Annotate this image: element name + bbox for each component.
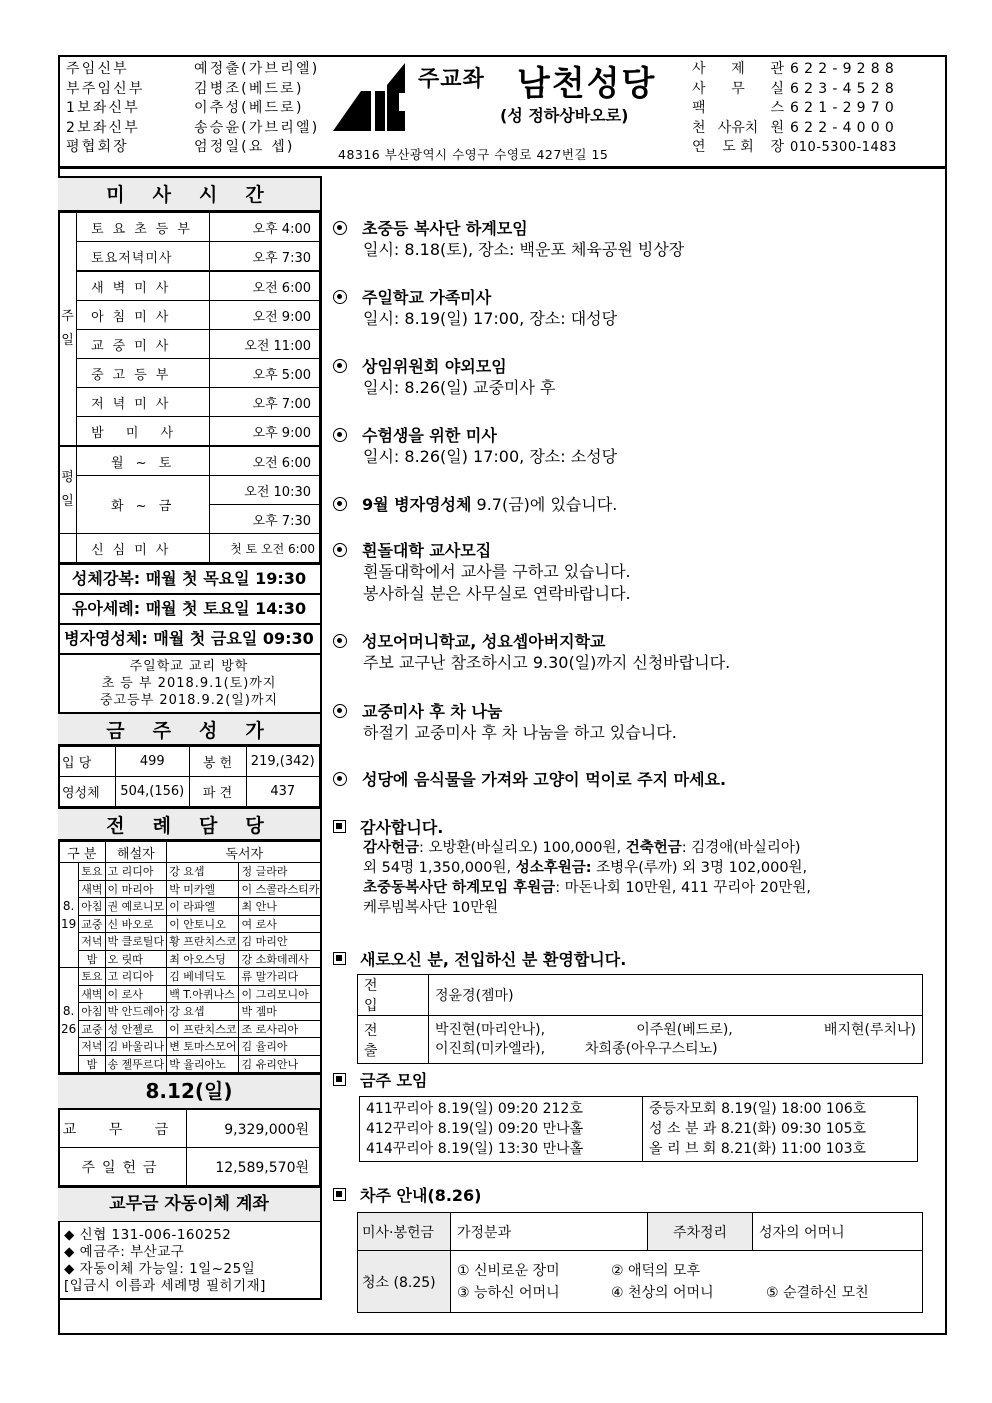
- left-column: [58, 176, 322, 1300]
- contact-row: 연 도 회 장 010-5300-1483: [692, 139, 897, 155]
- square-bullet-icon: [333, 820, 346, 833]
- square-bullet-icon: [333, 1188, 346, 1201]
- infant-baptism-notice: 유아세례: 매월 첫 토요일 14:30: [58, 593, 320, 623]
- announcement-item: 성당에 음식물을 가져와 고양이 먹이로 주지 마세요.: [333, 767, 726, 790]
- next-week-table: 미사·봉헌금 가정분과 주차정리 성자의 어머니 청소 (8.25) ① 신비로운 장미 ② 애덕의 모후 ③ 능하신 어머니 ④ 천상의 어머니 ⑤ 순결하신 모친: [357, 1212, 923, 1313]
- weekday-label: 평일: [59, 446, 77, 534]
- thanks-section: 감사합니다. 감사헌금: 오방환(바실리오) 100,000원, 건축헌금: 김경애(바실리아) 외 54명 1,350,000원, 성소후원금: 조병우(루까) 외 3명 102,000원, 초중동복사단 하계모임 후원금: 마돈나회 10만원, 411 꾸리아 20만원, 케루빔복사단 10만원: [333, 815, 811, 918]
- catechism-vacation: 주일학교 교리 방학 초 등 부 2018.9.1(토)까지 중고등부 2018.9.2(일)까지: [58, 653, 320, 712]
- liturgy-table: 구 분 해설자 독서자 8. 19 토요 고 리디아 강 요셉 정 글라라 새벽 이 마리아 박 미카엘 이 스콜라스티카 아침 권 예로니모 이 라파엘 최 안나 교중 신 바오로 이 안토니오 여 로사 저녁 박 클로틸다 황 프란치스코 김 마리안 밤 오 릿따 최 아오스딩 강 소화데레사 8. 26 토요 고 리디아 김 베네딕도 류 말가리다 새벽 이 로사 백 T.아퀴나스 이 그리모니아 아침 박 안드레아 강 요셉 박 젬마 교중 성 안젤로 이 프란치스코 조 로사리아 저녁 김 바울리나 변 토마스모어 김 율리아 밤 송 젤뚜르다 박 율리아노 김 유리안나: [58, 841, 322, 1073]
- welcome-table: 전 입 정윤경(젬마) 전 출 박진현(마리안나), 이주원(베드로), 배지현(루치나) 이진희(미카엘라), 차희종(아우구스티노): [357, 974, 923, 1064]
- liturgy-heading: 전례담당: [58, 807, 320, 841]
- radio-bullet-icon: [333, 290, 347, 304]
- announcement-item: 교중미사 후 차 나눔 하절기 교중미사 후 차 나눔을 하고 있습니다.: [333, 699, 677, 744]
- radio-bullet-icon: [333, 221, 347, 235]
- radio-bullet-icon: [333, 359, 347, 373]
- hymns-table: 입 당 499 봉 헌 219,(342) 영성체 504,(156) 파 견 437: [58, 746, 320, 807]
- header-divider: [58, 166, 947, 169]
- clergy-row: 주임신부 예정출(가브리엘): [66, 61, 320, 77]
- clergy-row: 평협회장 엄정일(요 셉): [66, 139, 295, 155]
- radio-bullet-icon: [333, 497, 347, 511]
- account-heading: 교무금 자동이체 계좌: [58, 1186, 320, 1222]
- radio-bullet-icon: [333, 704, 347, 718]
- svg-text:ff: ff: [391, 79, 400, 90]
- announcement-item: 성모어머니학교, 성요셉아버지학교 주보 교구난 참조하시고 9.30(일)까지 신청바랍니다.: [333, 629, 730, 674]
- next-week-section: 차주 안내(8.26) 미사·봉헌금 가정분과 주차정리 성자의 어머니 청소 (8.25) ① 신비로운 장미 ② 애덕의 모후 ③ 능하신 어머니 ④ 천상의 어머니 ⑤ 순결하신 모친: [333, 1183, 923, 1313]
- meetings-table: 411꾸리아 8.19(일) 09:20 212호 412꾸리아 8.19(일) 09:20 만나홀 414꾸리아 8.19(일) 13:30 만나홀 중등자모회 8.19(일) 18:00 106호 성 소 분 과 8.21(화) 09:30 105호 올 리 브 회 8.21(화) 11:00 103호: [359, 1096, 918, 1162]
- parish-title: 남천성당: [517, 64, 657, 104]
- mass-times-heading: 미사시간: [58, 178, 320, 212]
- welcome-section: 새로오신 분, 전입하신 분 환영합니다. 전 입 정윤경(젬마) 전 출 박진현(마리안나), 이주원(베드로), 배지현(루치나) 이진희(미카엘라), 차희종(아우구스티노): [333, 947, 923, 1064]
- mass-times-table: 주일 토요초등부 오후 4:00 토요저녁미사 오후 7:30 새벽미사 오전 6:00 아침미사 오전 9:00 교중미사 오전 11:00 중고등부 오후 5:00 저녁미사 오후 7:00 밤 미 사 오후 9:00 평일 월 ~ 토 오전 6:00 화 ~ 금 오전 10:30 오후 7:30 신심미사 첫 토 오전 6:00: [58, 212, 320, 563]
- contact-row: 사 제 관 622-9288: [692, 61, 900, 77]
- sick-communion-notice: 병자영성체: 매월 첫 금요일 09:30: [58, 623, 320, 653]
- hymns-heading: 금주성가: [58, 712, 320, 746]
- contact-row: 팩 스 621-2970: [692, 100, 900, 116]
- square-bullet-icon: [333, 1073, 346, 1086]
- clergy-list: [66, 60, 319, 158]
- announcement-item: 9월 병자영성체 9.7(금)에 있습니다.: [333, 492, 617, 515]
- meetings-section: 금주 모임 411꾸리아 8.19(일) 09:20 212호 412꾸리아 8.19(일) 09:20 만나홀 414꾸리아 8.19(일) 13:30 만나홀 중등자모회 8.19(일) 18:00 106호 성 소 분 과 8.21(화) 09:30 105호 올 리 브 회 8.21(화) 11:00 103호: [333, 1068, 918, 1162]
- clergy-row: 2보좌신부 송승윤(가브리엘): [66, 119, 320, 136]
- announcement-item: 초중등 복사단 하계모임 일시: 8.18(토), 장소: 백운포 체육공원 빙상장: [333, 216, 684, 261]
- announcement-item: 수험생을 위한 미사 일시: 8.26(일) 17:00, 장소: 소성당: [333, 423, 617, 468]
- account-info: ◆ 신협 131-006-160252 ◆ 예금주: 부산교구 ◆ 자동이체 가능일: 1일~25일 [입금시 이름과 세례명 필히기재]: [64, 1227, 266, 1294]
- contact-row: 사 무 실 623-4528: [692, 80, 900, 97]
- square-bullet-icon: [333, 952, 346, 965]
- sunday-label: 주일: [59, 213, 77, 447]
- radio-bullet-icon: [333, 543, 347, 557]
- clergy-row: 1보좌신부 이추성(베드로): [66, 100, 304, 116]
- announcement-item: 흰돌대학 교사모집 흰돌대학에서 교사를 구하고 있습니다. 봉사하실 분은 사무실로 연락바랍니다.: [333, 538, 631, 605]
- announcement-item: 상임위원회 야외모임 일시: 8.26(일) 교중미사 후: [333, 354, 555, 399]
- finance-date: 8.12(일): [58, 1073, 320, 1109]
- radio-bullet-icon: [333, 772, 347, 786]
- radio-bullet-icon: [333, 634, 347, 648]
- parish-address: 48316 부산광역시 수영구 수영로 427번길 15: [338, 147, 609, 162]
- finance-table: 교 무 금 9,329,000원 주일헌금 12,589,570원: [58, 1109, 320, 1186]
- benediction-notice: 성체강복: 매월 첫 목요일 19:30: [58, 563, 320, 593]
- parish-patron: (성 정하상바오로): [500, 106, 629, 125]
- announcement-item: 주일학교 가족미사 일시: 8.19(일) 17:00, 장소: 대성당: [333, 285, 617, 330]
- parish-title-prefix: 주교좌: [418, 67, 485, 92]
- clergy-row: 부주임신부 김병조(베드로): [66, 80, 304, 97]
- church-logo-icon: [333, 63, 413, 133]
- contact-list: [692, 60, 899, 158]
- radio-bullet-icon: [333, 428, 347, 442]
- contact-row: 천 사유치 원 622-4000: [692, 119, 900, 136]
